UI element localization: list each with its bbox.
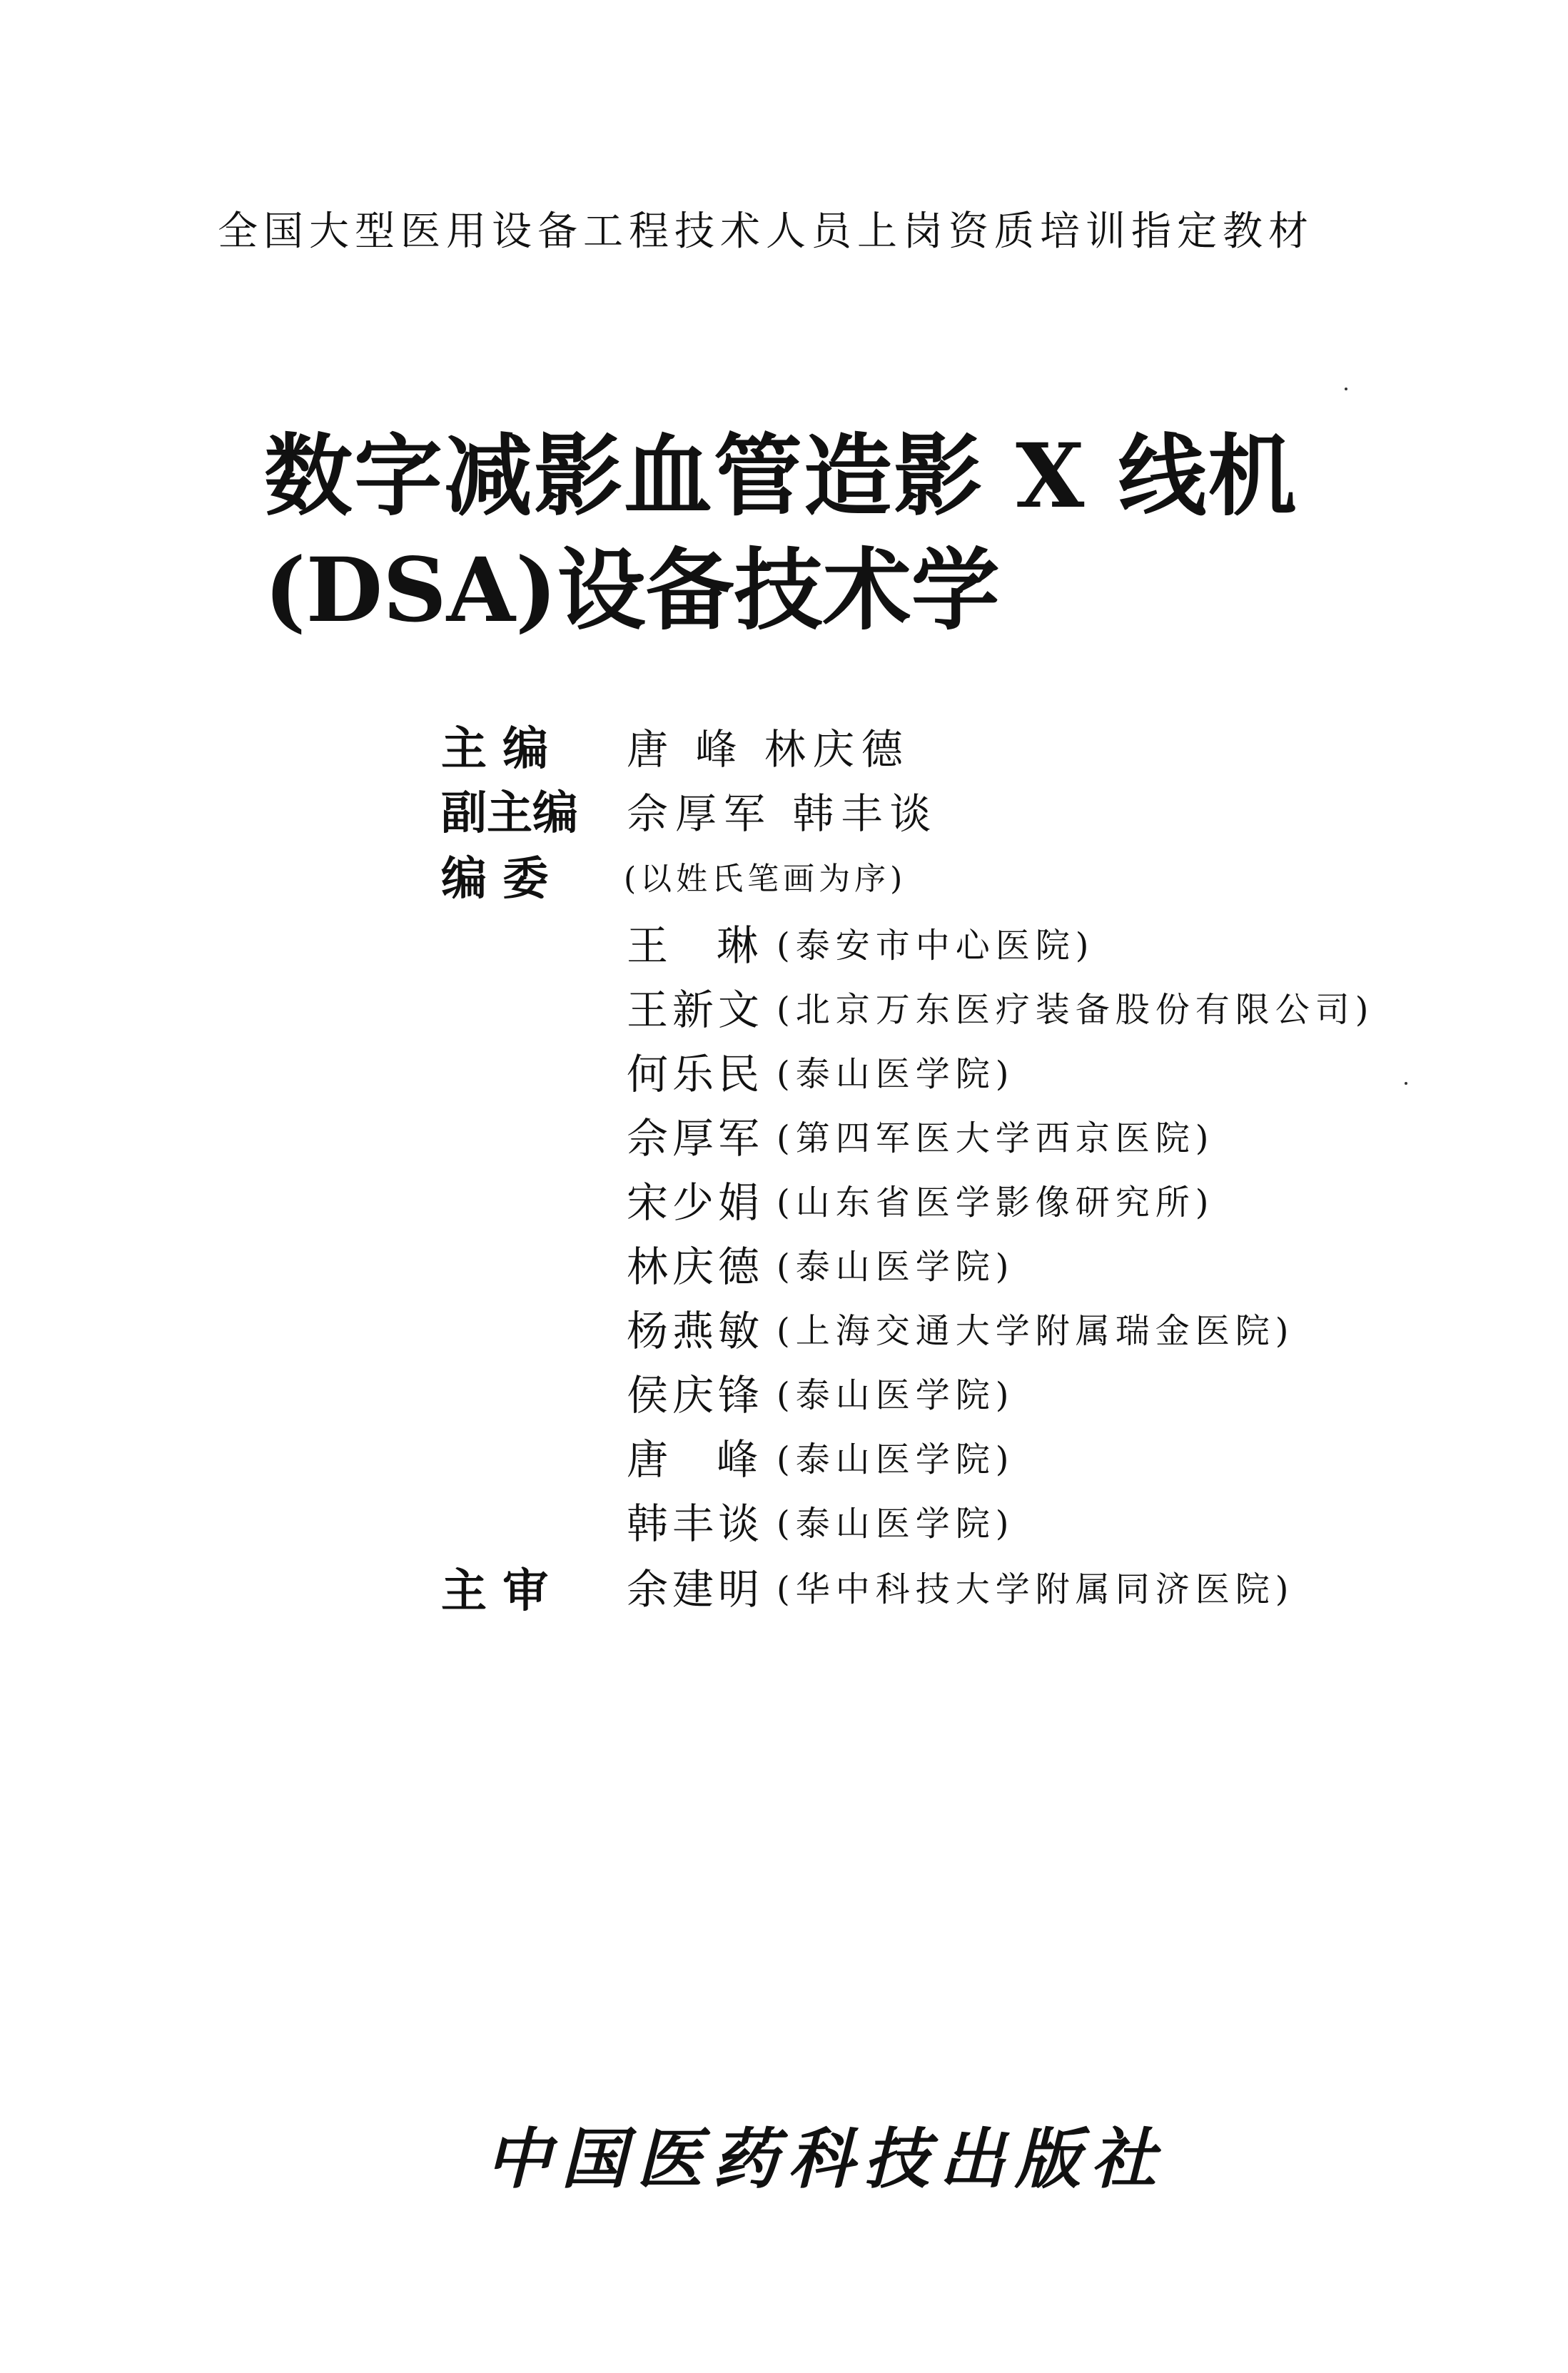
member-affiliation: (泰山医学院) <box>777 1054 1015 1094</box>
scan-speck <box>1345 388 1347 390</box>
member-affiliation: (北京万东医疗装备股份有限公司) <box>777 990 1375 1030</box>
series-line: 全国大型医用设备工程技术人员上岗资质培训指定教材 <box>218 208 1314 255</box>
committee-member <box>627 1429 1014 1490</box>
member-affiliation: (泰安市中心医院) <box>777 926 1095 966</box>
member-name: 宋少娟 <box>627 1178 764 1227</box>
member-affiliation: (泰山医学院) <box>777 1247 1015 1287</box>
committee-member <box>627 915 1094 976</box>
member-name: 王新文 <box>627 986 764 1034</box>
book-title-line-1: 数字减影血管造影 X 线机 <box>264 425 1298 528</box>
member-name: 唐 峰 <box>627 1435 762 1484</box>
member-affiliation: (第四军医大学西京医院) <box>777 1118 1215 1158</box>
chief-editor-names: 唐 峰 林庆德 <box>627 725 910 774</box>
committee-member <box>627 1043 1014 1105</box>
committee-member <box>627 1236 1014 1297</box>
committee-label: 编 委 <box>441 853 549 906</box>
chief-editor-label: 主 编 <box>441 723 549 776</box>
member-affiliation: (泰山医学院) <box>777 1504 1015 1544</box>
deputy-editor-label: 副主编 <box>441 787 578 840</box>
deputy-editor-names: 佘厚军 韩丰谈 <box>627 789 939 838</box>
committee-member <box>627 979 1374 1041</box>
member-name: 林庆德 <box>627 1243 764 1291</box>
committee-order-note: (以姓氏笔画为序) <box>624 861 907 897</box>
member-affiliation: (泰山医学院) <box>777 1440 1015 1479</box>
publisher-name: 中国医药科技出版社 <box>485 2120 1167 2197</box>
reviewer-affiliation: (华中科技大学附属同济医院) <box>777 1569 1295 1609</box>
committee-member <box>627 1108 1214 1169</box>
reviewer-name: 余建明 <box>627 1565 764 1614</box>
committee-member <box>627 1493 1014 1554</box>
member-name: 何乐民 <box>627 1050 764 1098</box>
committee-member <box>627 1365 1014 1426</box>
chief-reviewer-label: 主 审 <box>441 1565 549 1618</box>
member-name: 王 琳 <box>627 921 762 970</box>
book-title-line-2: (DSA)设备技术学 <box>264 539 1000 642</box>
member-affiliation: (上海交通大学附属瑞金医院) <box>777 1311 1295 1351</box>
member-name: 杨燕敏 <box>627 1307 764 1355</box>
member-affiliation: (山东省医学影像研究所) <box>777 1183 1215 1223</box>
committee-member <box>627 1172 1214 1233</box>
chief-reviewer <box>627 1559 1294 1620</box>
member-name: 侯庆锋 <box>627 1371 764 1420</box>
member-name: 韩丰谈 <box>627 1499 764 1548</box>
scan-speck <box>1405 1082 1407 1085</box>
committee-member <box>627 1300 1294 1362</box>
member-name: 佘厚军 <box>627 1114 764 1163</box>
member-affiliation: (泰山医学院) <box>777 1375 1015 1415</box>
